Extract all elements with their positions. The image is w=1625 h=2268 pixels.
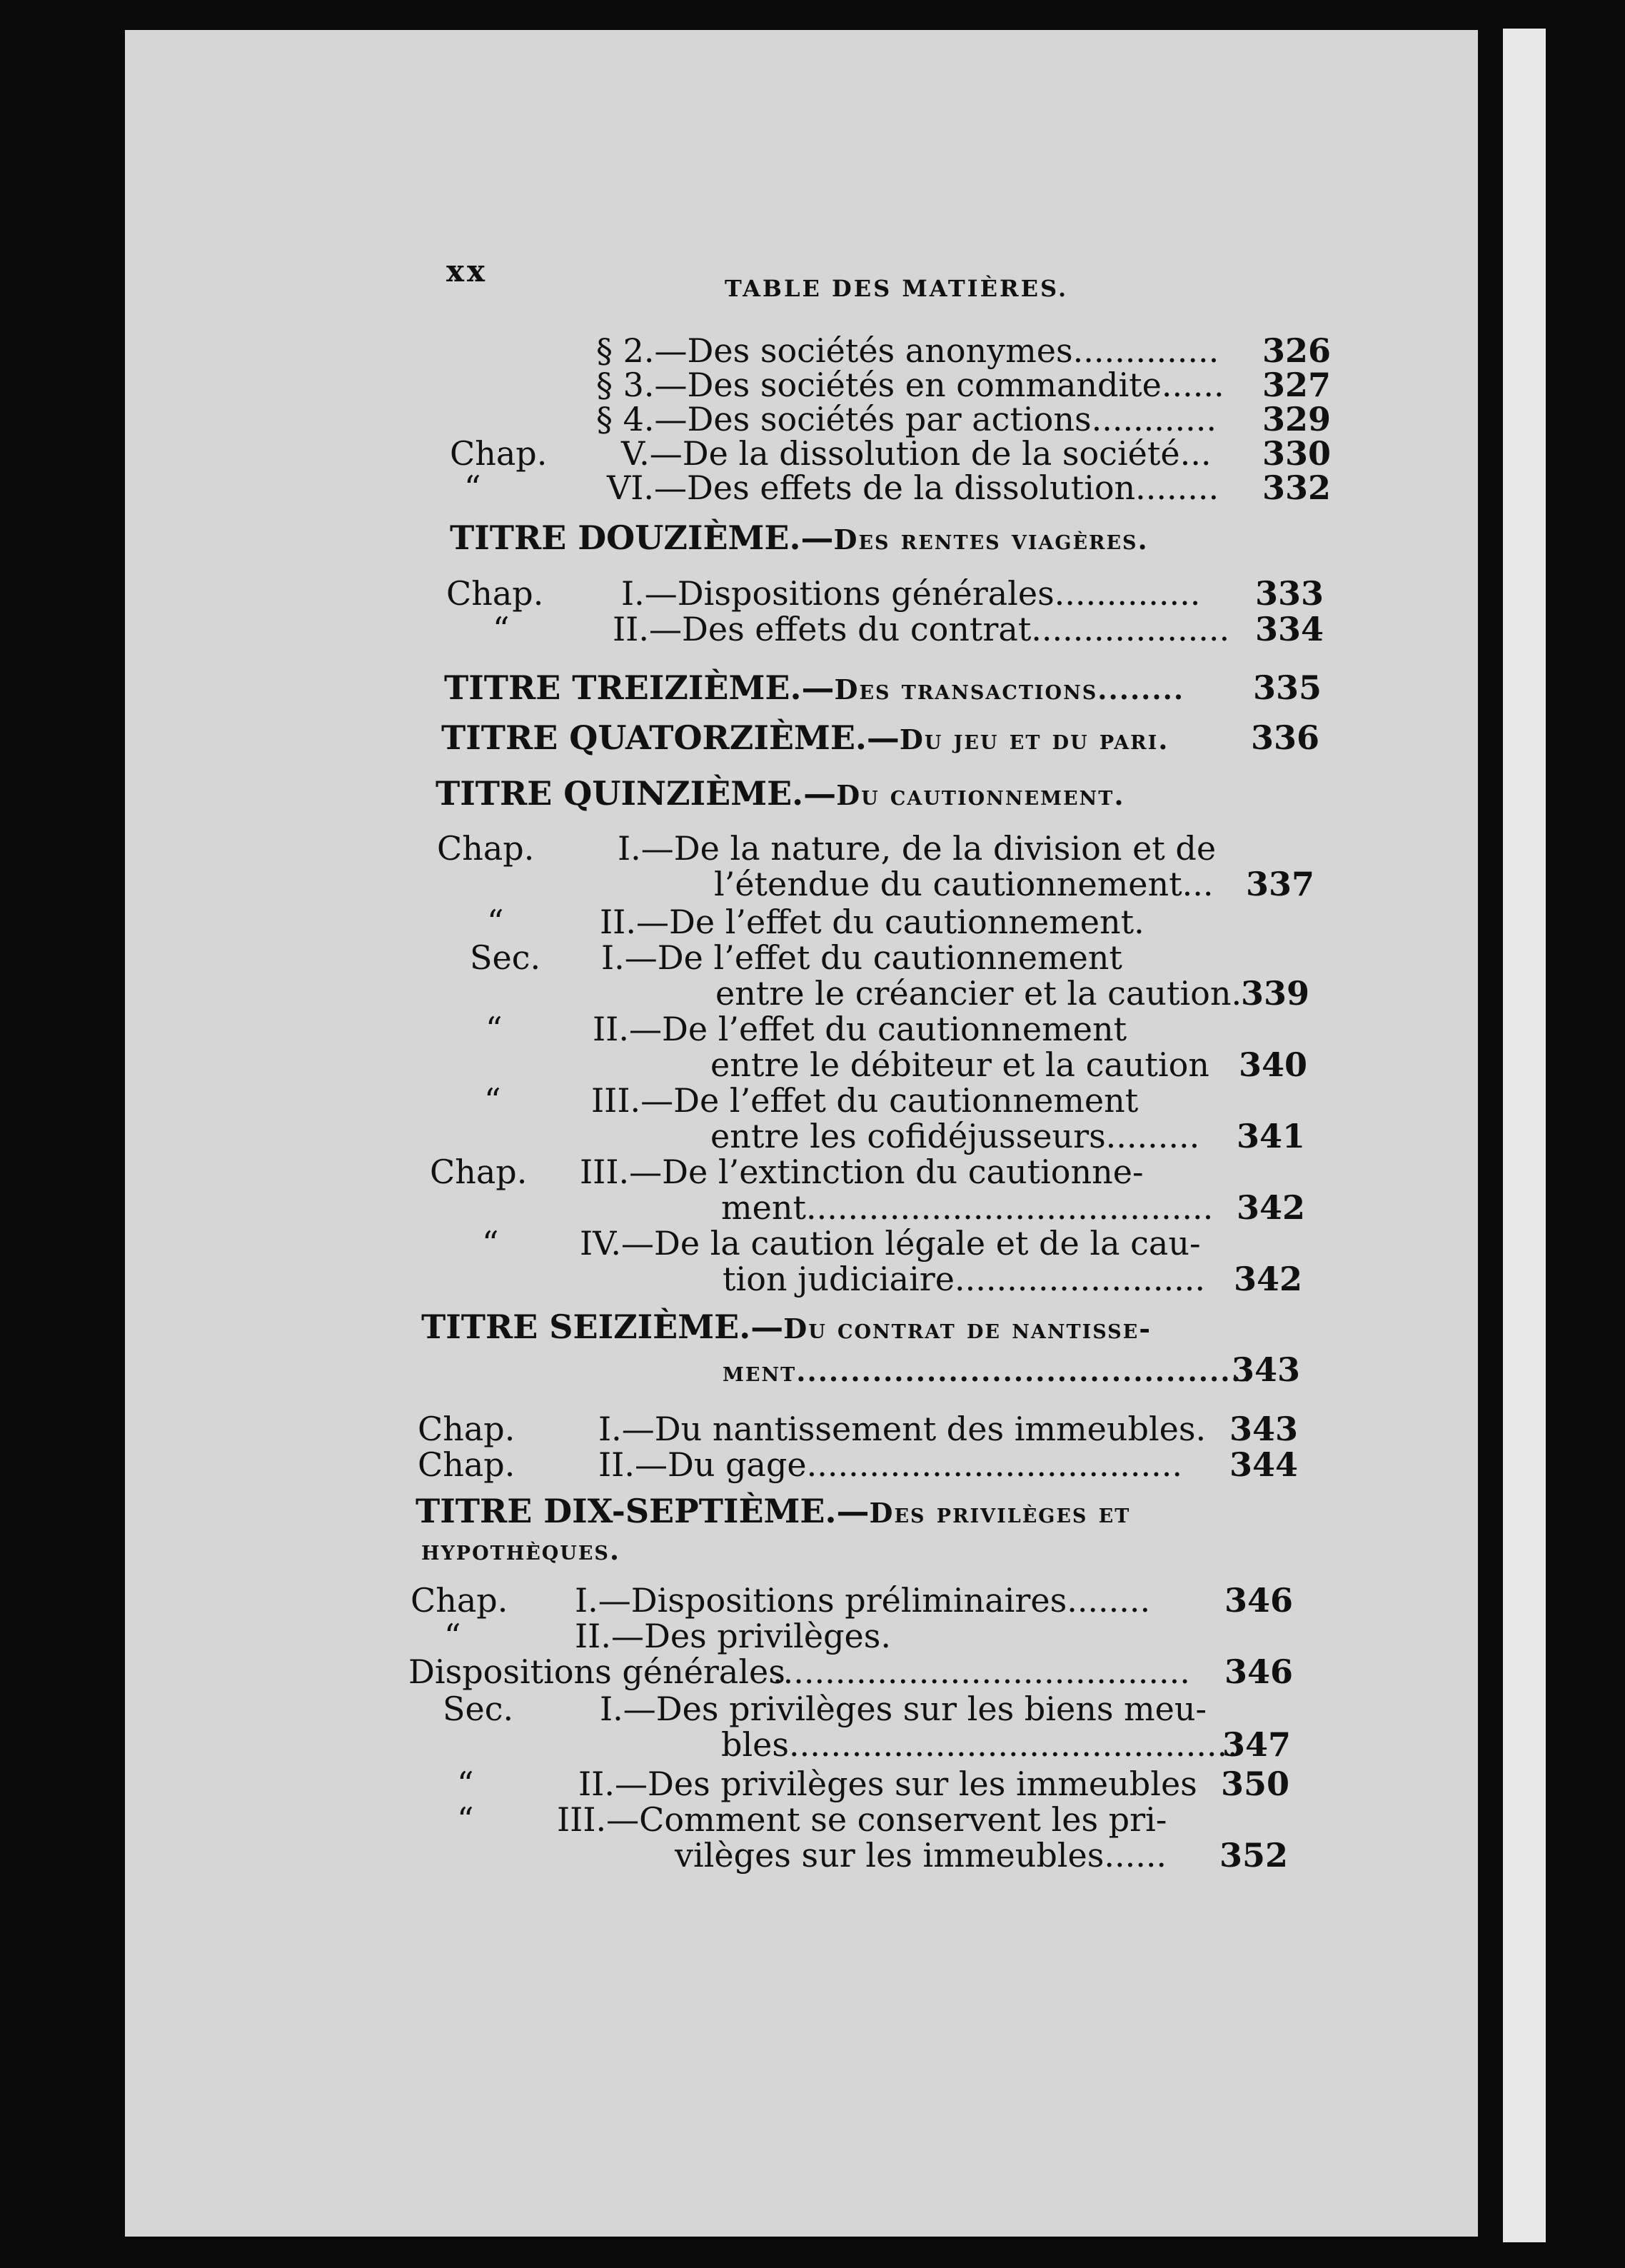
toc-page-number: 332 xyxy=(1262,468,1332,507)
toc-page-number: 340 xyxy=(1239,1045,1308,1084)
toc-entry-text xyxy=(618,829,1217,868)
toc-entry-main-text: entre les cofidéjusseurs......... xyxy=(710,1117,1200,1155)
toc-page-number: 343 xyxy=(1229,1410,1299,1448)
toc-entry-label: Chap. xyxy=(430,1153,528,1191)
toc-entry-text xyxy=(607,468,1219,507)
toc-entry-main-text: entre le créancier et la caution. xyxy=(715,974,1242,1013)
toc-entry-row xyxy=(0,1617,1625,1657)
toc-entry-label: “ xyxy=(486,1010,503,1048)
toc-entry-main-text: bles........................................... xyxy=(721,1725,1238,1764)
toc-entry-text xyxy=(598,1410,1207,1448)
toc-entry-text xyxy=(450,518,1149,557)
toc-entry-row xyxy=(0,905,1625,943)
toc-entry-text xyxy=(721,1725,1238,1764)
toc-entry-text xyxy=(710,1045,1209,1084)
toc-entry-text xyxy=(621,574,1201,613)
toc-entry-text xyxy=(715,974,1242,1013)
toc-entry-label: Sec. xyxy=(443,1690,514,1728)
toc-entry-label: Chap. xyxy=(418,1445,515,1484)
toc-entry-main-text: II.—Des effets du contrat................... xyxy=(613,610,1230,648)
toc-entry-main-text: II.—De l’effet du cautionnement xyxy=(593,1010,1127,1048)
toc-entry-subtitle: Des transactions........ xyxy=(834,673,1185,706)
toc-page-number: 347 xyxy=(1222,1725,1292,1764)
toc-entry-label: Chap. xyxy=(437,829,535,868)
toc-title-row xyxy=(0,668,1625,708)
toc-entry-row xyxy=(0,1725,1625,1765)
toc-entry-text xyxy=(591,1081,1139,1120)
toc-page-number: 327 xyxy=(1262,366,1332,404)
toc-page-number: 329 xyxy=(1262,400,1332,438)
toc-entry-main-text: I.—De la nature, de la division et de xyxy=(618,829,1217,868)
toc-entry-row xyxy=(0,1800,1625,1840)
toc-entry-text xyxy=(421,1532,620,1565)
toc-entry-main-text: III.—De l’extinction du cautionne- xyxy=(580,1153,1144,1191)
toc-entry-label: “ xyxy=(464,468,481,507)
toc-entry-subtitle: Du cautionnement. xyxy=(836,779,1125,811)
toc-entry-text xyxy=(416,1492,1131,1530)
toc-page-number: 350 xyxy=(1221,1765,1290,1803)
toc-entry-main-text: VI.—Des effets de la dissolution........ xyxy=(607,468,1219,507)
toc-entry-text xyxy=(596,331,1219,370)
toc-entry-main-text: § 2.—Des sociétés anonymes.............. xyxy=(596,331,1219,370)
toc-page-number: 342 xyxy=(1234,1260,1303,1298)
toc-title-row xyxy=(0,1532,1625,1569)
folio-number: xx xyxy=(446,254,488,288)
toc-title-row xyxy=(0,1492,1625,1532)
toc-entry-label: “ xyxy=(457,1800,474,1839)
toc-entry-main-text: III.—De l’effet du cautionnement xyxy=(591,1081,1139,1120)
toc-page-number: 335 xyxy=(1253,668,1322,707)
toc-entry-row xyxy=(0,1081,1625,1121)
toc-title-row xyxy=(0,774,1625,814)
toc-entry-main-text: II.—De l’effet du cautionnement. xyxy=(600,903,1144,941)
toc-page-number: 333 xyxy=(1255,574,1324,613)
toc-entry-text xyxy=(600,1690,1207,1728)
toc-entry-text xyxy=(621,434,1212,473)
toc-entry-main-text: IV.—De la caution légale et de la cau- xyxy=(580,1224,1201,1263)
toc-entry-main-text: V.—De la dissolution de la société... xyxy=(621,434,1212,473)
toc-page-number: 341 xyxy=(1237,1117,1306,1155)
toc-entry-label: Sec. xyxy=(470,938,541,977)
toc-entry-row xyxy=(0,610,1625,650)
toc-entry-text xyxy=(675,1836,1167,1875)
toc-title-row xyxy=(0,1310,1625,1348)
toc-entry-main-text: TITRE QUINZIÈME.— xyxy=(436,774,837,813)
toc-entry-subtitle: Du jeu et du pari. xyxy=(899,723,1169,756)
toc-page-number: 339 xyxy=(1241,974,1310,1013)
toc-entry-label: Chap. xyxy=(450,434,548,473)
toc-page-number: 326 xyxy=(1262,331,1332,370)
toc-entry-subtitle: Du contrat de nantisse- xyxy=(783,1313,1152,1345)
toc-entry-text xyxy=(421,1308,1152,1346)
toc-entry-subtitle: hypothèques. xyxy=(421,1534,621,1566)
toc-entry-main-text: TITRE DIX-SEPTIÈME.— xyxy=(416,1492,870,1530)
toc-page-number: 337 xyxy=(1246,865,1315,903)
toc-entry-label: “ xyxy=(444,1617,461,1655)
toc-entry-text xyxy=(580,1224,1201,1263)
toc-entry-main-text: I.—Des privilèges sur les biens meu- xyxy=(600,1690,1207,1728)
toc-entry-text xyxy=(598,1445,1183,1484)
toc-entry-row xyxy=(0,1155,1625,1193)
toc-title-row xyxy=(0,1350,1625,1390)
toc-entry-main-text: I.—Dispositions générales.............. xyxy=(621,574,1201,613)
toc-entry-label: Chap. xyxy=(418,1410,515,1448)
toc-entry-text xyxy=(580,1153,1144,1191)
toc-entry-text xyxy=(596,400,1217,438)
toc-entry-main-text: TITRE DOUZIÈME.— xyxy=(450,518,834,557)
toc-entry-subtitle: ment.......................................... xyxy=(723,1355,1253,1388)
toc-entry-text xyxy=(773,1652,1190,1691)
toc-entry-row xyxy=(0,1045,1625,1085)
toc-entry-label: Chap. xyxy=(411,1581,508,1620)
toc-entry-text xyxy=(721,1188,1214,1227)
toc-entry-main-text: § 4.—Des sociétés par actions............ xyxy=(596,400,1217,438)
toc-entry-text xyxy=(601,938,1122,977)
toc-entry-main-text: TITRE TREIZIÈME.— xyxy=(444,668,835,707)
toc-entry-row xyxy=(0,1836,1625,1876)
toc-page-number: 352 xyxy=(1219,1836,1289,1875)
toc-entry-row xyxy=(0,829,1625,869)
toc-page-number: 343 xyxy=(1232,1350,1301,1389)
toc-entry-main-text: entre le débiteur et la caution xyxy=(710,1045,1209,1084)
toc-entry-label: “ xyxy=(484,1081,501,1120)
toc-entry-label: “ xyxy=(487,903,504,941)
running-title: TABLE DES MATIÈRES. xyxy=(725,275,1069,302)
toc-entry-text xyxy=(613,610,1230,648)
toc-entry-label: Chap. xyxy=(446,574,544,613)
toc-page-number: 344 xyxy=(1229,1445,1299,1484)
toc-page-number: 346 xyxy=(1224,1581,1294,1620)
toc-entry-row xyxy=(0,1117,1625,1157)
toc-entry-text xyxy=(593,1010,1127,1048)
toc-entry-label: Dispositions générales xyxy=(408,1652,785,1691)
toc-entry-row xyxy=(0,1010,1625,1050)
toc-entry-text xyxy=(436,774,1125,813)
toc-entry-text xyxy=(444,668,1185,707)
toc-entry-text xyxy=(723,1353,1253,1386)
toc-page-number: 342 xyxy=(1237,1188,1306,1227)
toc-entry-row xyxy=(0,574,1625,614)
toc-entry-row xyxy=(0,468,1625,508)
toc-entry-main-text: II.—Du gage.................................... xyxy=(598,1445,1183,1484)
toc-entry-main-text: II.—Des privilèges sur les immeubles xyxy=(578,1765,1197,1803)
toc-entry-text xyxy=(557,1800,1167,1839)
toc-page-number: 336 xyxy=(1251,718,1320,757)
toc-entry-row xyxy=(0,1692,1625,1730)
toc-entry-text xyxy=(575,1581,1151,1620)
toc-entry-main-text: § 3.—Des sociétés en commandite...... xyxy=(596,366,1224,404)
toc-entry-row xyxy=(0,938,1625,978)
toc-entry-main-text: vilèges sur les immeubles...... xyxy=(675,1836,1167,1875)
toc-entry-text xyxy=(441,718,1169,757)
toc-entry-main-text: I.—Dispositions préliminaires........ xyxy=(575,1581,1151,1620)
toc-entry-text xyxy=(575,1617,891,1655)
toc-entry-row xyxy=(0,1652,1625,1692)
toc-page-number: 346 xyxy=(1224,1652,1294,1691)
toc-entry-row xyxy=(0,1188,1625,1228)
toc-entry-main-text: ........................................ xyxy=(773,1652,1190,1691)
toc-entry-subtitle: Des rentes viagères. xyxy=(833,523,1149,556)
toc-entry-main-text: tion judiciaire........................ xyxy=(723,1260,1205,1298)
toc-page-number: 334 xyxy=(1255,610,1324,648)
toc-entry-row xyxy=(0,974,1625,1014)
toc-entry-text xyxy=(710,1117,1200,1155)
toc-entry-label: “ xyxy=(493,610,510,648)
toc-entry-subtitle: Des privilèges et xyxy=(869,1497,1131,1529)
toc-entry-row xyxy=(0,1410,1625,1450)
toc-entry-text xyxy=(600,903,1144,941)
toc-title-row xyxy=(0,518,1625,558)
toc-entry-row xyxy=(0,1224,1625,1264)
toc-entry-main-text: I.—De l’effet du cautionnement xyxy=(601,938,1122,977)
toc-title-row xyxy=(0,718,1625,758)
toc-entry-main-text: III.—Comment se conservent les pri- xyxy=(557,1800,1167,1839)
toc-entry-main-text: l’étendue du cautionnement... xyxy=(714,865,1214,903)
toc-entry-label: “ xyxy=(457,1765,474,1803)
toc-entry-row xyxy=(0,1767,1625,1805)
toc-entry-main-text: TITRE QUATORZIÈME.— xyxy=(441,718,900,757)
toc-entry-row xyxy=(0,1445,1625,1485)
toc-page-number: 330 xyxy=(1262,434,1332,473)
toc-entry-main-text: ment....................................... xyxy=(721,1188,1214,1227)
toc-entry-main-text: II.—Des privilèges. xyxy=(575,1617,891,1655)
toc-entry-text xyxy=(723,1260,1205,1298)
toc-entry-row xyxy=(0,1581,1625,1621)
toc-entry-text xyxy=(596,366,1224,404)
toc-entry-label: “ xyxy=(482,1224,499,1263)
toc-entry-row xyxy=(0,1260,1625,1300)
toc-entry-text xyxy=(714,865,1214,903)
toc-entry-main-text: I.—Du nantissement des immeubles. xyxy=(598,1410,1207,1448)
toc-entry-text xyxy=(578,1765,1197,1803)
toc-entry-row xyxy=(0,865,1625,905)
toc-entry-main-text: TITRE SEIZIÈME.— xyxy=(421,1308,784,1346)
